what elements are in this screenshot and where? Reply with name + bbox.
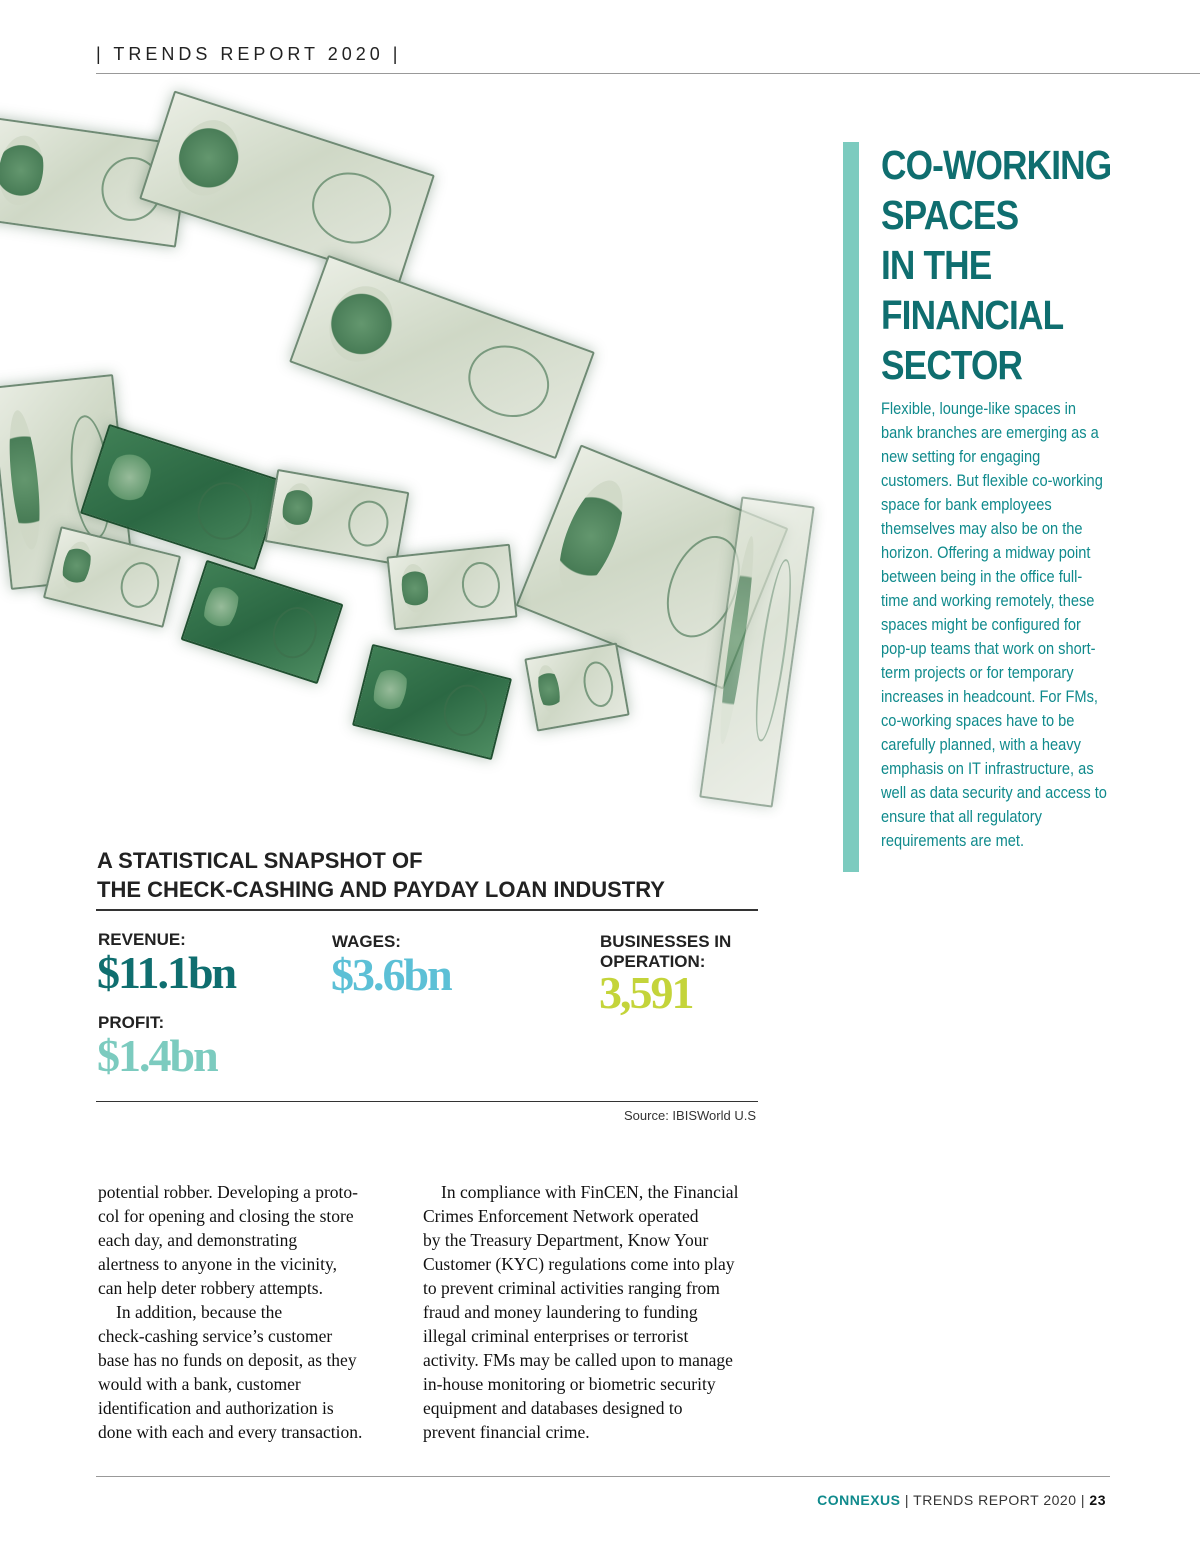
businesses-label <box>600 932 731 972</box>
businesses-label-line: OPERATION: <box>600 952 706 971</box>
text-line: potential robber. Developing a proto- <box>98 1182 358 1202</box>
dollar-bill-image <box>181 560 344 684</box>
paragraph <box>423 1180 783 1444</box>
dollar-bill-image <box>524 642 629 731</box>
text-line: illegal criminal enterprises or terrorist <box>423 1326 689 1346</box>
text-line: can help deter robbery attempts. <box>98 1278 323 1298</box>
text-line: in-house monitoring or biometric security <box>423 1374 716 1394</box>
sidebar-title-line: CO-WORKING <box>881 142 1112 188</box>
text-line: to prevent criminal activities ranging from <box>423 1278 720 1298</box>
sidebar-title-line: IN THE <box>881 242 992 288</box>
dollar-bill-image <box>386 544 517 631</box>
dollar-bill-image <box>265 469 410 565</box>
paragraph <box>98 1300 398 1444</box>
revenue-value: $11.1bn <box>97 947 236 998</box>
stats-source: Source: IBISWorld U.S <box>624 1108 756 1123</box>
wages-label: WAGES: <box>332 932 401 951</box>
text-line: Crimes Enforcement Network operated <box>423 1206 699 1226</box>
wages-value: $3.6bn <box>331 949 451 1000</box>
body-column-left <box>98 1180 398 1444</box>
text-line: activity. FMs may be called upon to manage <box>423 1350 733 1370</box>
running-header: | TRENDS REPORT 2020 | <box>96 44 402 64</box>
stats-title <box>97 846 757 904</box>
sidebar-title-line: FINANCIAL <box>881 292 1064 338</box>
footer-report-title: TRENDS REPORT 2020 <box>913 1492 1077 1508</box>
paragraph <box>98 1180 398 1300</box>
footer-separator: | <box>900 1492 914 1508</box>
text-line: would with a bank, customer <box>98 1374 301 1394</box>
text-line: each day, and demonstrating <box>98 1230 298 1250</box>
page-footer <box>817 1492 1106 1508</box>
stats-top-rule <box>96 909 758 911</box>
businesses-value: 3,591 <box>599 967 693 1018</box>
header-divider <box>96 73 1200 74</box>
dollar-bill-image <box>43 526 181 628</box>
page-number: 23 <box>1089 1492 1106 1508</box>
footer-brand: CONNEXUS <box>817 1492 901 1508</box>
text-line: identification and authorization is <box>98 1398 334 1418</box>
flying-dollar-bills-illustration <box>0 100 830 820</box>
body-column-right <box>423 1180 783 1444</box>
text-line: fraud and money laundering to funding <box>423 1302 698 1322</box>
stats-title-line: A STATISTICAL SNAPSHOT OF <box>97 848 423 873</box>
text-line: In compliance with FinCEN, the Financial <box>441 1182 739 1202</box>
text-line: done with each and every transaction. <box>98 1422 363 1442</box>
stats-bottom-rule <box>96 1101 758 1102</box>
text-line: equipment and databases designed to <box>423 1398 683 1418</box>
text-line: Customer (KYC) regulations come into play <box>423 1254 735 1274</box>
sidebar-title-line: SECTOR <box>881 342 1023 388</box>
profit-label: PROFIT: <box>98 1013 165 1032</box>
text-line: by the Treasury Department, Know Your <box>423 1230 709 1250</box>
dollar-bill-image <box>289 255 595 459</box>
text-line: prevent financial crime. <box>423 1422 590 1442</box>
sidebar-accent-bar <box>843 142 859 872</box>
profit-value: $1.4bn <box>97 1030 217 1081</box>
sidebar-title-line: SPACES <box>881 192 1019 238</box>
dollar-bill-image <box>139 90 435 283</box>
text-line: In addition, because the <box>116 1302 283 1322</box>
stats-title-line: THE CHECK-CASHING AND PAYDAY LOAN INDUSTRY <box>97 877 665 902</box>
businesses-label-line: BUSINESSES IN <box>600 932 732 951</box>
footer-divider <box>96 1476 1110 1477</box>
text-line: base has no funds on deposit, as they <box>98 1350 357 1370</box>
footer-separator: | <box>1076 1492 1090 1508</box>
text-line: alertness to anyone in the vicinity, <box>98 1254 337 1274</box>
dollar-bill-image <box>352 644 512 760</box>
revenue-label: REVENUE: <box>98 930 186 949</box>
text-line: check-cashing service’s customer <box>98 1326 333 1346</box>
sidebar-title <box>881 140 1139 390</box>
text-line: col for opening and closing the store <box>98 1206 354 1226</box>
sidebar-body-text: Flexible, lounge-like spaces in bank branches are emerging as a new setting for engaging customers. But flexible co-working space for bank employees themselves may also be on the horizon. Offering a midway point between being in the office full-time and working remotely, these spaces might be configured for pop-up teams that work on short-term projects or for temporary increases in headcount. For FMs, co-working spaces have to be carefully planned, with a heavy emphasis on IT infrastructure, as well as data security and access to ensure that all regulatory requirements are met. <box>881 399 1107 850</box>
